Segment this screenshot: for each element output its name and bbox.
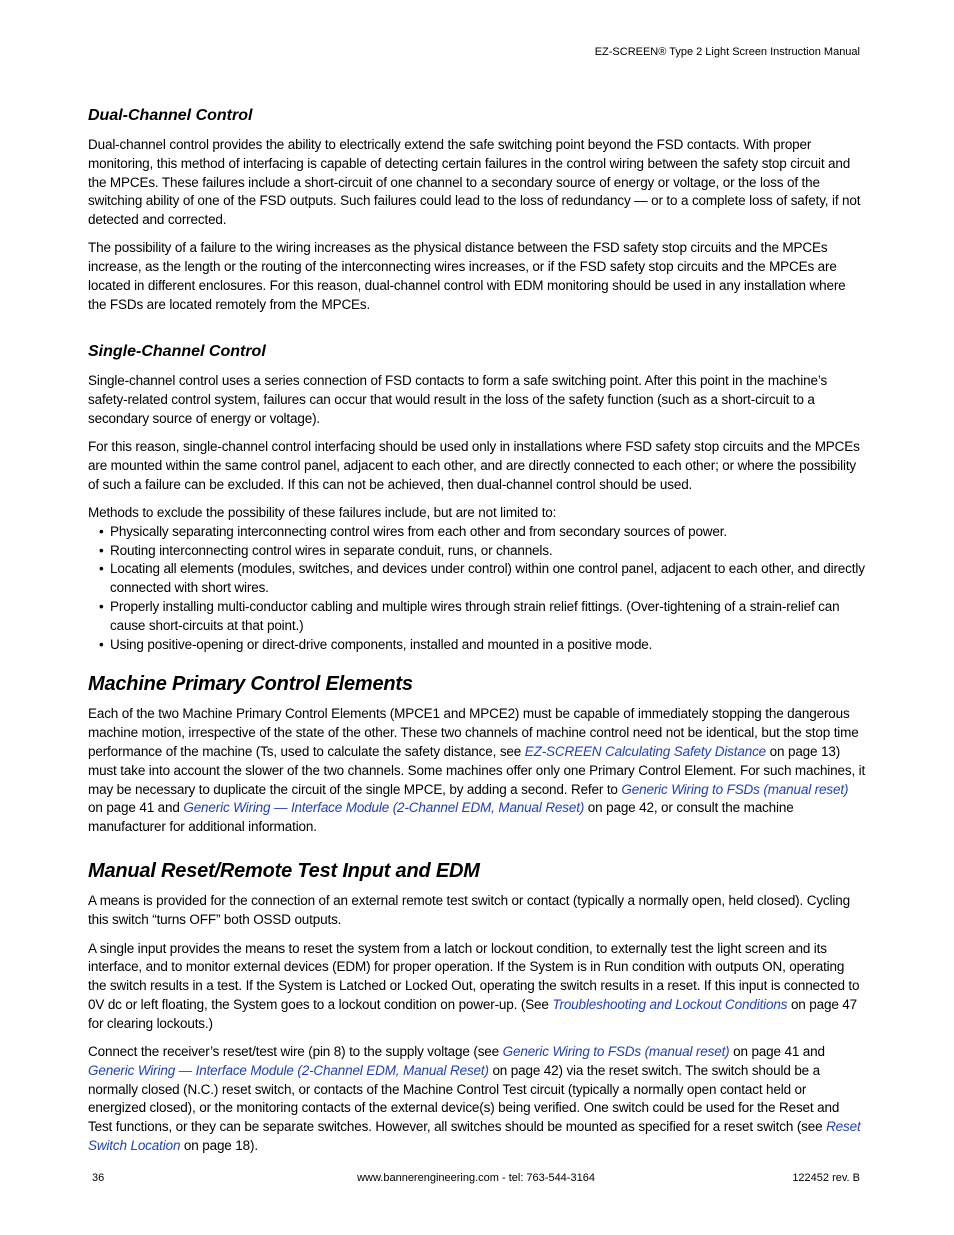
reset-paragraph-2: A single input provides the means to reset the system from a latch or lockout condition, to externally test the light screen and its interface, and to monitor external devices (EDM) for proper operation. If the System is in Run condition with outputs ON, operating the switch results in a test. If the System is Latched or Locked Out, operating the switch results in a reset. If this input is connected to 0V dc or left floating, the System goes to a lockout condition on power-up. (See Troubleshooting and Lockout Conditions on page 47 for clearing lockouts.) xyxy=(88,940,860,1031)
mpce-paragraph: Each of the two Machine Primary Control Elements (MPCE1 and MPCE2) must be capable of immediately stopping the dangerous machine motion, irrespective of the state of the other. These two channels of machine control need not be identical, but the stop time performance of the machine (Ts, used to calculate the safety distance, see EZ-SCREEN Calculating Safety Distance on page 13) must take into account the slower of the two channels. Some machines offer only one Primary Control Element. For such machines, it may be necessary to duplicate the circuit of the single MPCE, by adding a second. Refer to Generic Wiring to FSDs (manual reset) on page 41 and Generic Wiring — Interface Module (2-Channel EDM, Manual Reset) on page 42, or consult the machine manufacturer for additional information. xyxy=(88,706,866,835)
list-item: • Physically separating interconnecting control wires from each other and from secondary sources of power. xyxy=(88,523,866,542)
single-channel-heading: Single-Channel Control xyxy=(88,343,266,361)
dual-channel-paragraph-2: The possibility of a failure to the wiring increases as the physical distance between the FSD safety stop circuits and the MPCEs increase, as the length or the routing of the interconnecting wires increases, or if the FSD safety stop circuits and the MPCEs are located in different enclosures. For this reason, dual-channel control with EDM monitoring should be used in any installation where the FSDs are located remotely from the MPCEs. xyxy=(88,240,846,312)
running-header: EZ-SCREEN® Type 2 Light Screen Instruction Manual xyxy=(594,46,860,58)
link-reset-switch-location[interactable]: Reset Switch Location xyxy=(88,1119,861,1153)
dual-channel-paragraph-1: Dual-channel control provides the ability to electrically extend the safe switching point beyond the FSD contacts. With proper monitoring, this method of interfacing is capable of detecting certain failures in the control wiring between the safety stop circuit and the MPCEs. These failures include a short-circuit of one channel to a secondary source of energy or voltage, or the loss of the switching ability of one of the FSD outputs. Such failures could lead to the loss of redundancy — or to a complete loss of safety, if not detected and corrected. xyxy=(88,137,861,228)
methods-list xyxy=(88,523,866,655)
link-generic-wiring-interface-module[interactable]: Generic Wiring — Interface Module (2-Channel EDM, Manual Reset) xyxy=(183,800,585,816)
page-content xyxy=(88,106,866,1165)
list-item: • Routing interconnecting control wires in separate conduit, runs, or channels. xyxy=(88,542,866,561)
page-number: 36 xyxy=(92,1172,105,1184)
reset-paragraph-1: A means is provided for the connection of an external remote test switch or contact (typically a normally open, held closed). Cycling this switch “turns OFF” both OSSD outputs. xyxy=(88,893,850,928)
reset-heading: Manual Reset/Remote Test Input and EDM xyxy=(88,860,480,883)
link-generic-wiring-fsds[interactable]: Generic Wiring to FSDs (manual reset) xyxy=(621,781,849,797)
link-generic-wiring-fsds-2[interactable]: Generic Wiring to FSDs (manual reset) xyxy=(502,1043,730,1059)
reset-paragraph-3: Connect the receiver’s reset/test wire (pin 8) to the supply voltage (see Generic Wiring to FSDs (manual reset) on page 41 and Generic Wiring — Interface Module (2-Channel EDM, Manual Reset) on page 42) via the reset switch. The switch should be a normally closed (N.C.) reset switch, or contacts of the Machine Control Test circuit (typically a normally open contact held or energized closed), or the monitoring contacts of the external device(s) being verified. One switch could be used for the Reset and Test functions, or they can be separate switches. However, all switches should be mounted as specified for a reset switch (see Reset Switch Location on page 18). xyxy=(88,1043,861,1153)
single-channel-paragraph-3: Methods to exclude the possibility of these failures include, but are not limited to: xyxy=(88,504,557,520)
footer-contact: www.bannerengineering.com - tel: 763-544-3164 xyxy=(357,1172,595,1184)
single-channel-paragraph-2: For this reason, single-channel control interfacing should be used only in installations where FSD safety stop circuits and the MPCEs are mounted within the same control panel, adjacent to each other, and are directly connected to each other; or where the possibility of such a failure can be excluded. If this can not be achieved, then dual-channel control should be used. xyxy=(88,439,860,492)
link-generic-wiring-interface-module-2[interactable]: Generic Wiring — Interface Module (2-Channel EDM, Manual Reset) xyxy=(88,1062,489,1078)
mpce-heading: Machine Primary Control Elements xyxy=(88,673,413,696)
list-item: • Using positive-opening or direct-drive components, installed and mounted in a positive mode. xyxy=(88,636,866,655)
list-item: • Properly installing multi-conductor cabling and multiple wires through strain relief fittings. (Over-tightening of a strain-relief can cause short-circuits at that point.) xyxy=(88,598,866,636)
link-calculating-safety-distance[interactable]: EZ-SCREEN Calculating Safety Distance xyxy=(524,743,767,759)
dual-channel-heading: Dual-Channel Control xyxy=(88,107,253,124)
list-item: • Locating all elements (modules, switches, and devices under control) within one control panel, adjacent to each other, and directly connected with short wires. xyxy=(88,560,866,598)
link-troubleshooting-lockout[interactable]: Troubleshooting and Lockout Conditions xyxy=(552,996,788,1012)
document-revision: 122452 rev. B xyxy=(792,1172,860,1184)
single-channel-paragraph-1: Single-channel control uses a series connection of FSD contacts to form a safe switching point. After this point in the machine’s safety-related control system, failures can occur that would result in the loss of the safety function (such as a short-circuit to a secondary source of energy or voltage). xyxy=(88,373,828,426)
